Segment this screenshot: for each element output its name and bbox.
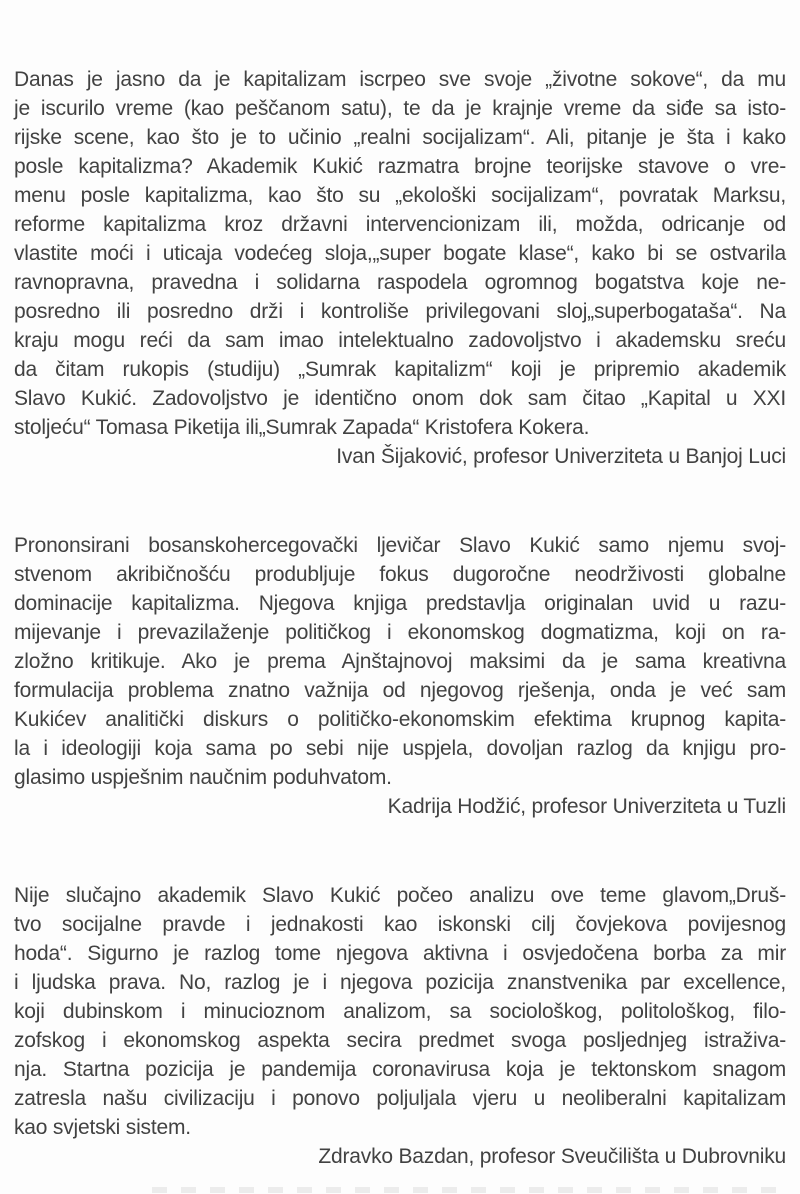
review-text-line: posle kapitalizma? Akademik Kukić razmatra brojne teorijske stavove o vre- xyxy=(14,155,786,178)
review-text-line: i ljudska prava. No, razlog je i njegova pozicija znanstvenika par excellence, xyxy=(14,971,786,994)
review-text-line: kao svjetski sistem. xyxy=(14,1116,191,1139)
review-text-line: hoda“. Sigurno je razlog tome njegova aktivna i osvjedočena borba za mir xyxy=(14,942,786,965)
review-text-line: formulacija problema znatno važnija od njegovog rješenja, onda je već sam xyxy=(14,679,786,702)
review-attribution: Kadrija Hodžić, profesor Univerziteta u Tuzli xyxy=(387,795,786,818)
review-text-line: reforme kapitalizma kroz državni intervencionizam ili, možda, odricanje od xyxy=(14,213,786,236)
cutoff-text-strip xyxy=(152,1187,786,1193)
review-text-line: posredno ili posredno drži i kontroliše privilegovani sloj„superbogataša“. Na xyxy=(14,300,786,323)
review-attribution: Zdravko Bazdan, profesor Sveučilišta u Dubrovniku xyxy=(318,1145,786,1168)
review-text-line: zložno kritikuje. Ako je prema Ajnštajnovoj maksimi da je sama kreativna xyxy=(14,650,786,673)
review-text-line: stvenom akribičnošću produbljuje fokus dugoročne neodrživosti globalne xyxy=(14,563,786,586)
review-sijakovic xyxy=(14,65,786,471)
review-text-line: glasimo uspješnim naučnim poduhvatom. xyxy=(14,766,392,789)
review-text-line: Kukićev analitički diskurs o političko-ekonomskim efektima krupnog kapita- xyxy=(14,708,786,731)
review-text-line: koji dubinskom i minucioznom analizom, sa sociološkog, politološkog, filo- xyxy=(14,1000,786,1023)
review-bazdan xyxy=(14,881,786,1171)
review-text-line: vlastite moći i uticaja vodećeg sloja,„super bogate klase“, kako bi se ostvarila xyxy=(14,242,786,265)
review-text-line: Nije slučajno akademik Slavo Kukić počeo analizu ove teme glavom„Druš- xyxy=(14,884,786,907)
review-text-line: je iscurilo vreme (kao peščanom satu), te da je krajnje vreme da siđe sa isto- xyxy=(14,97,786,120)
review-text-line: la i ideologiji koja sama po sebi nije uspjela, dovoljan razlog da knjigu pro- xyxy=(14,737,786,760)
review-text-line: ravnopravna, pravedna i solidarna raspodela ogromnog bogatstva koje ne- xyxy=(14,271,786,294)
review-text-line: Danas je jasno da je kapitalizam iscrpeo sve svoje „životne sokove“, da mu xyxy=(14,68,786,91)
review-text-line: kraju mogu reći da sam imao intelektualno zadovoljstvo i akademsku sreću xyxy=(14,329,786,352)
review-text-line: Prononsirani bosanskohercegovački ljevičar Slavo Kukić samo njemu svoj- xyxy=(14,534,786,557)
review-text-line: tvo socijalne pravde i jednakosti kao iskonski cilj čovjekova povijesnog xyxy=(14,913,786,936)
review-text-line: da čitam rukopis (studiju) „Sumrak kapitalizm“ koji je pripremio akademik xyxy=(14,358,786,381)
review-text-line: stoljeću“ Tomasa Piketija ili„Sumrak Zapada“ Kristofera Kokera. xyxy=(14,416,590,439)
reviews-content xyxy=(14,65,786,1171)
review-attribution: Ivan Šijaković, profesor Univerziteta u Banjoj Luci xyxy=(336,445,786,468)
review-text-line: zofskog i ekonomskog aspekta secira predmet svoga posljednjeg istraživa- xyxy=(14,1029,786,1052)
review-text-line: Slavo Kukić. Zadovoljstvo je identično onom dok sam čitao „Kapital u XXI xyxy=(14,387,786,410)
review-text-line: dominacije kapitalizma. Njegova knjiga predstavlja originalan uvid u razu- xyxy=(14,592,786,615)
review-text-line: nja. Startna pozicija je pandemija coronavirusa koja je tektonskom snagom xyxy=(14,1058,786,1081)
review-text-line: rijske scene, kao što je to učinio „realni socijalizam“. Ali, pitanje je šta i kako xyxy=(14,126,786,149)
review-text-line: menu posle kapitalizma, kao što su „ekološki socijalizam“, povratak Marksu, xyxy=(14,184,786,207)
review-text-line: zatresla našu civilizaciju i ponovo poljuljala vjeru u neoliberalni kapitalizam xyxy=(14,1087,786,1110)
review-hodzic xyxy=(14,531,786,821)
review-text-line: mijevanje i prevazilaženje političkog i ekonomskog dogmatizma, koji on ra- xyxy=(14,621,786,644)
